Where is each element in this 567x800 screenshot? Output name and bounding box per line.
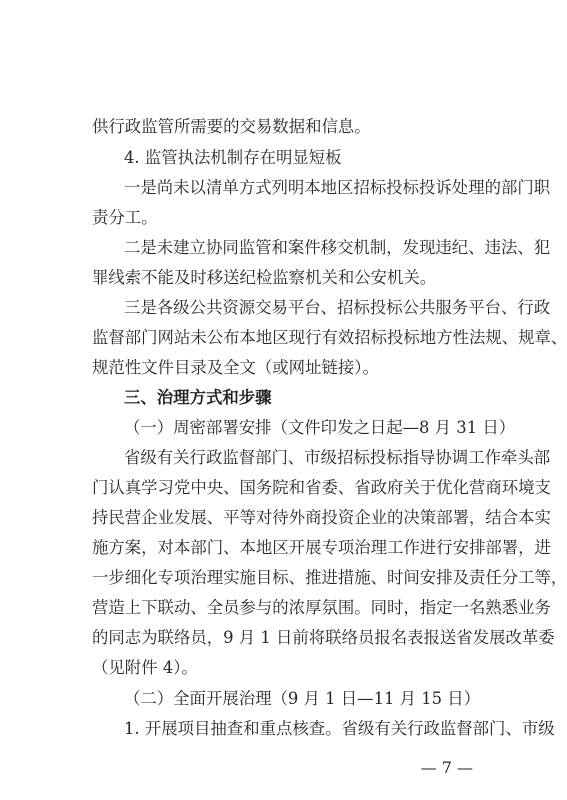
paragraph-line: 的同志为联络员，9 月 1 日前将联络员报名表报送省发展改革委	[92, 628, 555, 647]
paragraph-line: 营造上下联动、全员参与的浓厚氛围。同时，指定一名熟悉业务	[92, 598, 551, 617]
numbered-heading: 4. 监管执法机制存在明显短板	[124, 148, 342, 167]
paragraph-line: 二是未建立协同监管和案件移交机制，发现违纪、违法、犯	[124, 238, 551, 257]
paragraph-line: 罪线索不能及时移送纪检监察机关和公安机关。	[92, 268, 437, 287]
page-number: — 7 —	[420, 758, 473, 777]
paragraph-line: 一步细化专项治理实施目标、推进措施、时间安排及责任分工等，	[92, 568, 567, 587]
subsection-heading: （一）周密部署安排（文件印发之日起—8 月 31 日）	[124, 418, 516, 437]
paragraph-line: 1. 开展项目抽查和重点核查。省级有关行政监督部门、市级	[124, 719, 555, 738]
paragraph-line: 一是尚未以清单方式列明本地区招标投标投诉处理的部门职	[124, 178, 551, 197]
paragraph-line: 规范性文件目录及全文（或网址链接）。	[92, 358, 379, 377]
paragraph-line: 门认真学习党中央、国务院和省委、省政府关于优化营商环境支	[92, 478, 551, 497]
paragraph-line: 施方案，对本部门、本地区开展专项治理工作进行安排部署，进	[92, 538, 551, 557]
paragraph-line: 持民营企业发展、平等对待外商投资企业的决策部署，结合本实	[92, 508, 551, 527]
paragraph-line: 责分工。	[92, 208, 158, 227]
paragraph-line: 监督部门网站未公布本地区现行有效招标投标地方性法规、规章、	[92, 328, 567, 347]
text-line: 供行政监管所需要的交易数据和信息。	[92, 117, 371, 136]
section-heading: 三、治理方式和步骤	[124, 388, 272, 407]
paragraph-line: 三是各级公共资源交易平台、招标投标公共服务平台、行政	[124, 298, 551, 317]
paragraph-line: 省级有关行政监督部门、市级招标投标指导协调工作牵头部	[124, 448, 551, 467]
paragraph-line: （见附件 4）。	[92, 658, 198, 677]
subsection-heading: （二）全面开展治理（9 月 1 日—11 月 15 日）	[124, 689, 481, 708]
